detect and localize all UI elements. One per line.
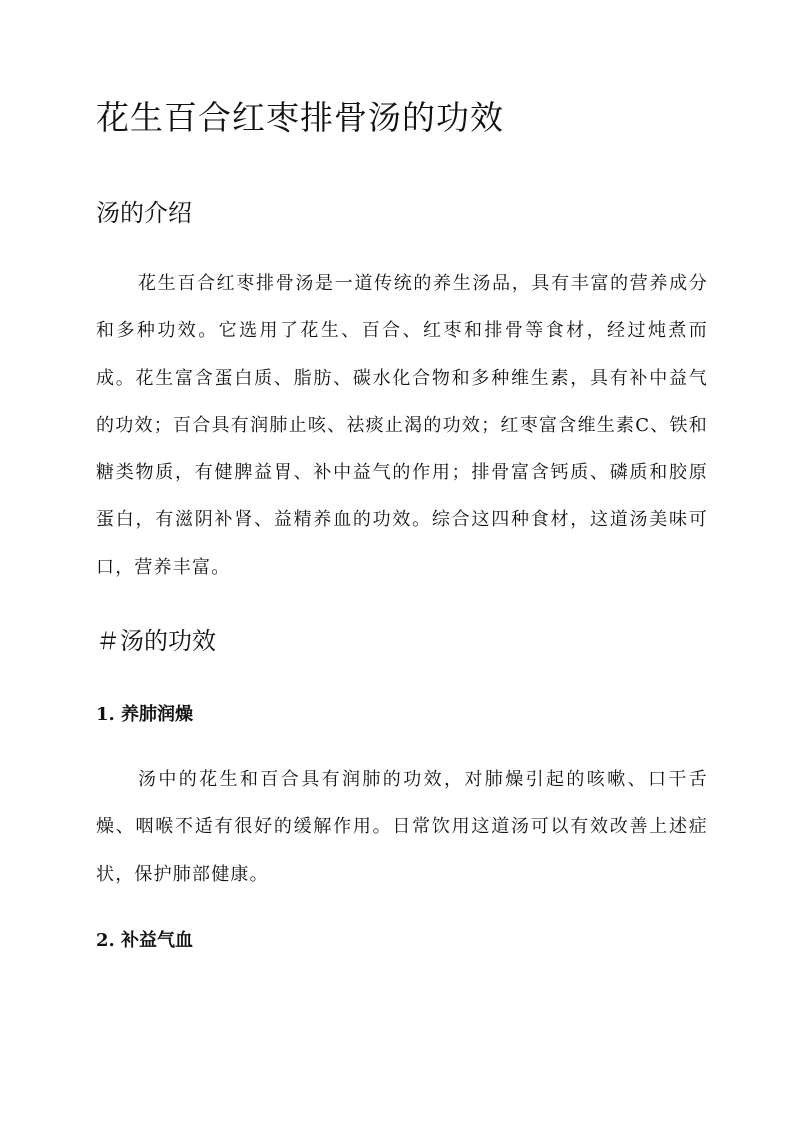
intro-paragraph: 花生百合红枣排骨汤是一道传统的养生汤品，具有丰富的营养成分和多种功效。它选用了花生、百合、红枣和排骨等食材，经过炖煮而成。花生富含蛋白质、脂肪、碳水化合物和多种维生素，具有补中益气的功效；百合具有润肺止咳、祛痰止渴的功效；红枣富含维生素C、铁和糖类物质，有健脾益胃、补中益气的作用；排骨富含钙质、磷质和胶原蛋白，有滋阴补肾、益精养血的功效。综合这四种食材，这道汤美味可口，营养丰富。 — [96, 273, 708, 578]
document-title: 花生百合红枣排骨汤的功效 — [96, 98, 504, 137]
effects-heading: ＃汤的功效 — [96, 627, 216, 655]
effect-heading-qi-blood: 2. 补益气血 — [96, 930, 194, 951]
effect-paragraph-lung: 汤中的花生和百合具有润肺的功效，对肺燥引起的咳嗽、口干舌燥、咽喉不适有很好的缓解作用。日常饮用这道汤可以有效改善上述症状，保护肺部健康。 — [96, 769, 708, 885]
effect-heading-lung: 1. 养肺润燥 — [96, 704, 194, 725]
intro-heading: 汤的介绍 — [96, 199, 192, 227]
